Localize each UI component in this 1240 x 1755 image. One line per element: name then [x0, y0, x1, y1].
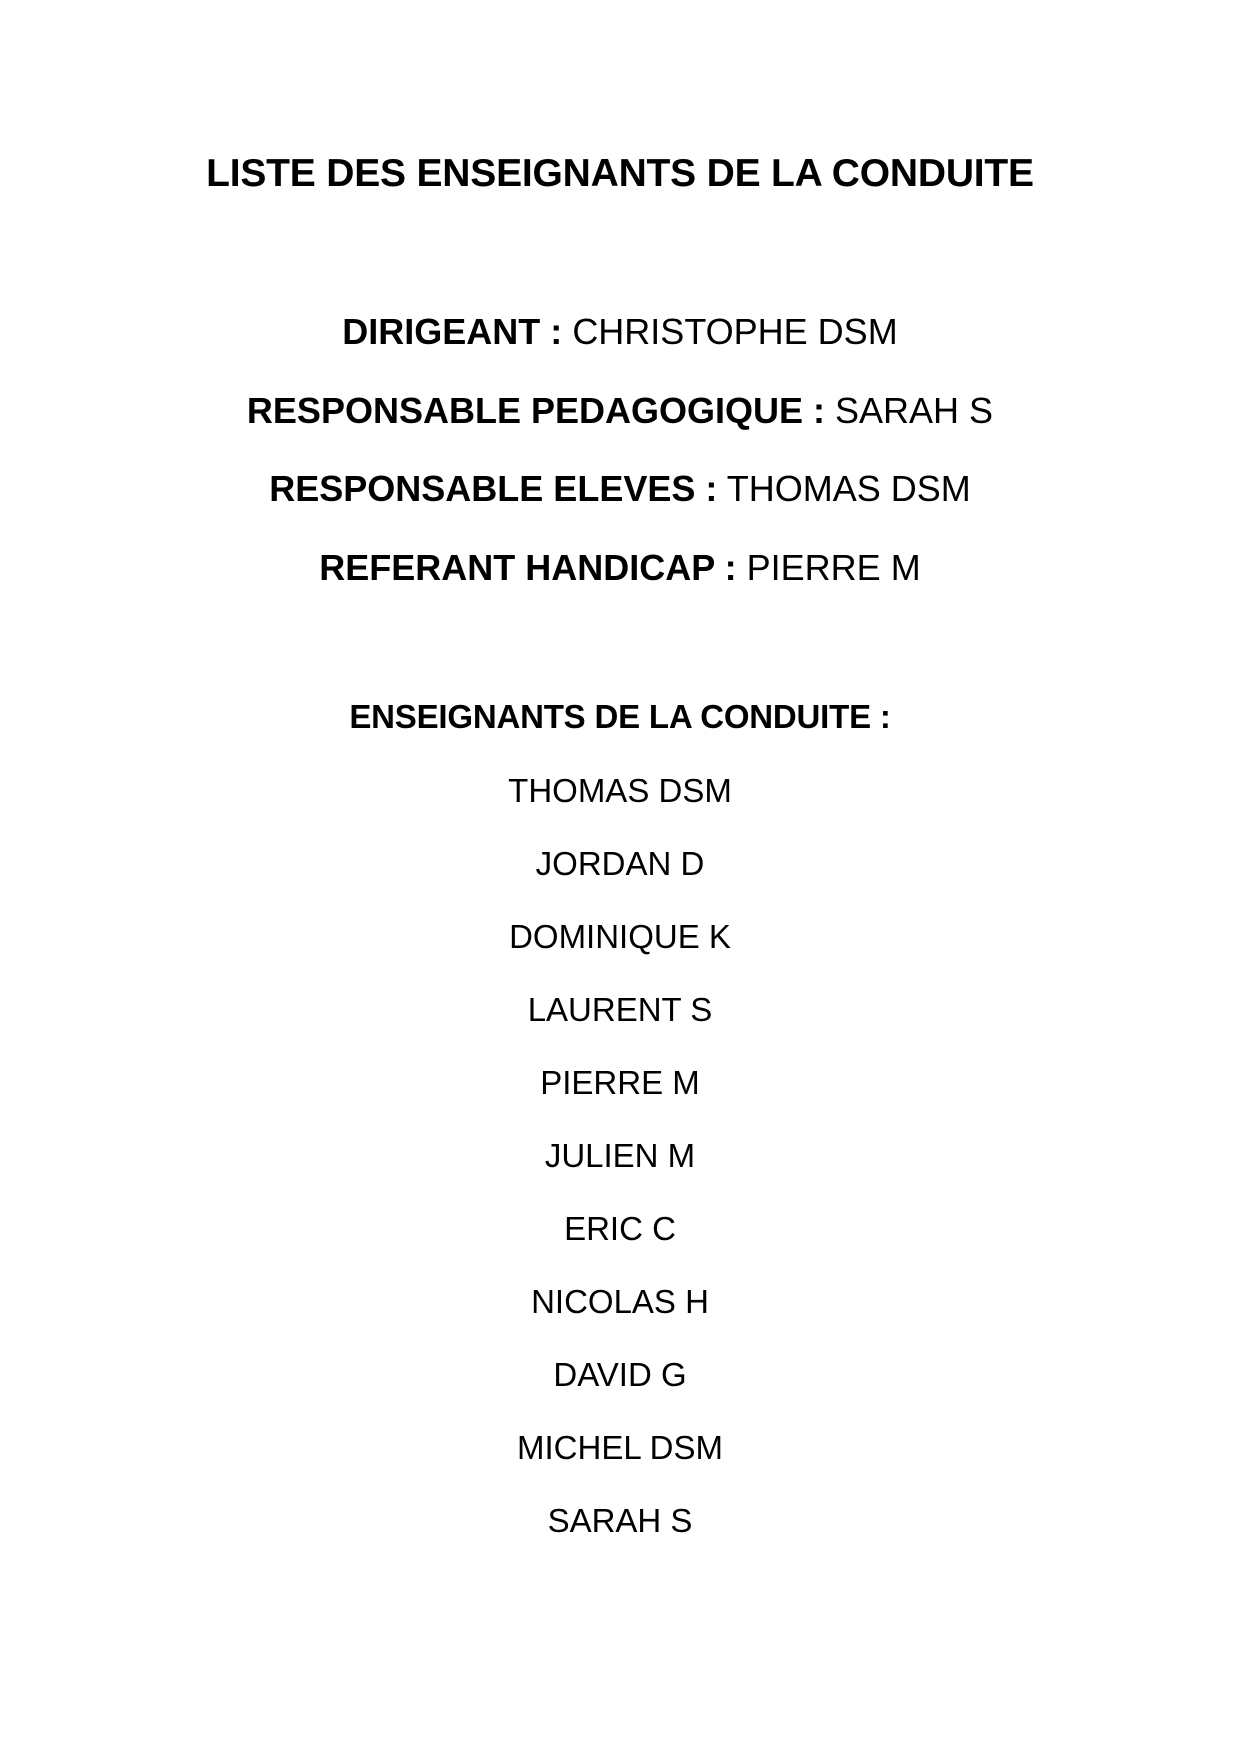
role-name: PIERRE M — [746, 547, 921, 588]
teacher-item: THOMAS DSM — [508, 772, 732, 809]
teacher-item: ERIC C — [564, 1210, 676, 1247]
role-label: REFERANT HANDICAP : — [319, 547, 737, 588]
teacher-item: DAVID G — [553, 1356, 687, 1393]
role-name: SARAH S — [835, 390, 994, 431]
role-label: DIRIGEANT : — [342, 311, 563, 352]
teacher-item: JORDAN D — [535, 845, 705, 882]
role-line-dirigeant — [0, 311, 1240, 353]
teacher-item: DOMINIQUE K — [509, 918, 731, 955]
teachers-heading: ENSEIGNANTS DE LA CONDUITE : — [349, 698, 891, 735]
teacher-item: SARAH S — [547, 1502, 693, 1539]
document-title: LISTE DES ENSEIGNANTS DE LA CONDUITE — [206, 152, 1034, 195]
teacher-item: MICHEL DSM — [517, 1429, 723, 1466]
role-line-referant-handicap — [0, 547, 1240, 589]
role-label: RESPONSABLE PEDAGOGIQUE : — [246, 390, 825, 431]
role-line-responsable-pedagogique — [0, 390, 1240, 432]
teacher-item: NICOLAS H — [531, 1283, 709, 1320]
role-line-responsable-eleves — [0, 468, 1240, 510]
role-label: RESPONSABLE ELEVES : — [269, 468, 718, 509]
teacher-item: PIERRE M — [540, 1064, 700, 1101]
role-name: THOMAS DSM — [726, 468, 971, 509]
teacher-item: LAURENT S — [527, 991, 713, 1028]
teacher-item: JULIEN M — [544, 1137, 696, 1174]
role-name: CHRISTOPHE DSM — [572, 311, 898, 352]
